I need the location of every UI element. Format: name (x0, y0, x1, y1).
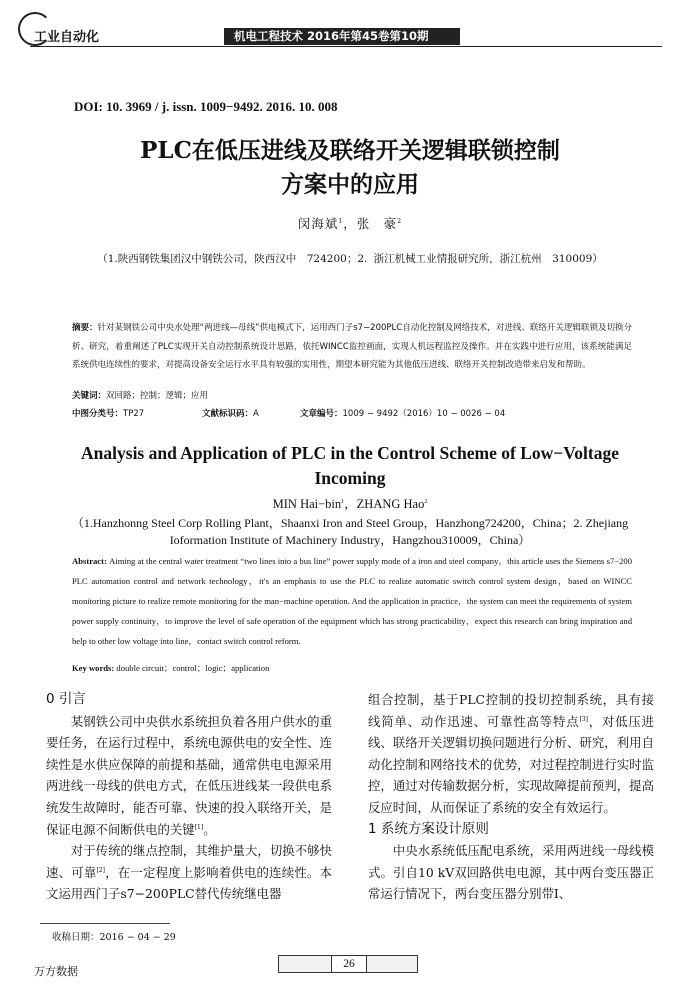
abstract-en-label: Abstract: (72, 556, 107, 566)
abstract-cn (72, 319, 632, 375)
keywords-en (72, 662, 269, 674)
clc-code: 中图分类号：TP27 (72, 409, 145, 419)
title-cn-line2: 方案中的应用 (281, 171, 419, 198)
author-cn-2: 张 豪 (356, 216, 398, 231)
body-paragraph-2-cont: 组合控制，基于PLC控制的投切控制系统，具有接线简单、动作迅速、可靠性高等特点[3]，对低压进线、联络开关逻辑切换问题进行分析、研究，利用自动化控制和网络技术的优势，对过程控制进行实时监控，通过对传输数据分析，实现故障提前预判，提高反应时间，从而保证了系统的安全有效运行。 (368, 692, 655, 815)
body-right-column (368, 689, 654, 905)
body-paragraph-3: 中央水系统低压配电系统，采用两进线一母线模式。引自10 kV双回路供电电源，其中两台变压器正常运行情况下，两台变压器分别带Ⅰ、 (368, 843, 654, 902)
body-paragraph-1: 某钢铁公司中央供水系统担负着各用户供水的重要任务，在运行过程中，系统电源供电的安全性、连续性是水供应保障的前提和基础，通常供电电源采用两进线一母线的供电方式，在低压进线某一段供电系统发生故障时，能否可靠、快速的投入联络开关，是保证电源不间断供电的关键[1]。 (46, 713, 332, 837)
footnote-rule (40, 923, 170, 924)
abstract-en-text: Aiming at the central water treatment “two lines into a bus line” power supply mode of a iron and steel company，this article uses the Siemens s7−200 PLC automation control and network technology，it′s an emphasis to use the PLC to realize automatic switch control system design，based on WINCC monitoring picture to realize remote monitoring for the man−machine operation. And the application in practice，the system can meet the requirements of system power supply continuity，to improve the level of safe operation of the equipment which has strong practicability，expect this research can bring inspiration and help to other low voltage into line，contact switch control reform. (72, 556, 633, 646)
author-cn-2-sup: 2 (397, 217, 403, 225)
keywords-cn-label: 关键词： (72, 391, 107, 401)
journal-banner: 机电工程技术 2016年第45卷第10期 (224, 28, 460, 45)
author-cn-sep: ， (343, 216, 357, 231)
citation-3: [3] (579, 715, 588, 723)
keywords-cn (72, 389, 208, 401)
author-cn-1-sup: 1 (338, 217, 344, 225)
page-number: 26 (331, 956, 367, 972)
page-number-box (278, 955, 418, 973)
wanfang-watermark: 万方数据 (34, 965, 78, 978)
affiliation-cn: （1.陕西钢铁集团汉中钢铁公司，陕西汉中 724200；2. 浙江机械工业情报研究所，浙江杭州 310009） (97, 253, 603, 265)
citation-2: [2] (96, 866, 105, 874)
title-cn-line1: PLC在低压进线及联络开关逻辑联锁控制 (140, 137, 560, 164)
author-en-sep: ， (344, 497, 357, 511)
article-number: 文章编号：1009 − 9492（2016）10 − 0026 − 04 (300, 409, 506, 419)
author-en-2-sup: 2 (424, 498, 428, 505)
body-left-column (46, 689, 332, 905)
title-en-line2: Incoming (314, 468, 386, 488)
abstract-en (72, 551, 632, 651)
body-paragraph-2: 对于传统的继点控制，其维护量大，切换不够快速、可靠[2]，在一定程度上影响着供电的连续性。本文运用西门子s7−200PLC替代传统继电器 (46, 843, 333, 902)
author-en-1-sup: 1 (341, 498, 345, 505)
authors-cn (0, 214, 700, 232)
author-en-2: ZHANG Hao (356, 497, 425, 511)
author-en-1: MIN Hai−bin (272, 497, 342, 511)
header-rule (30, 46, 662, 47)
affiliation-en-line1: （1.Hanzhonng Steel Corp Rolling Plant，Shaanxi Iron and Steel Group，Hanzhong724200，China；2. Zhejiang (71, 516, 629, 530)
doi: DOI: 10. 3969 / j. issn. 1009−9492. 2016. 10. 008 (74, 99, 338, 114)
keywords-en-label: Key words: (72, 663, 115, 673)
keywords-cn-text: 双回路；控制；逻辑；应用 (106, 391, 209, 401)
abstract-cn-text: 针对某钢铁公司中央水处理“两进线—母线”供电模式下，运用西门子s7−200PLC自动化控制及网络技术，对进线、联络开关逻辑联锁及切换分析、研究，着重阐述了PLC实现开关自动控制系统设计思路，依托WINCC监控画面，实现人机远程监控及操作。并在实践中进行应用，该系统能满足系统供电连续性的要求，对提高设备安全运行水平具有较强的实用性，期望本研究能为其他低压进线、联络开关控制改造带来启发和帮助。 (72, 323, 632, 370)
keywords-en-text: double circuit；control；logic；application (116, 663, 270, 673)
title-en-line1: Analysis and Application of PLC in the Control Scheme of Low−Voltage (81, 443, 619, 463)
abstract-cn-label: 摘要： (72, 323, 98, 333)
author-cn-1: 闵海斌 (297, 216, 339, 231)
doc-code: 文献标识码：A (202, 409, 259, 419)
citation-1: [1] (194, 823, 204, 831)
section-heading-1: 1 系统方案设计原则 (368, 820, 489, 837)
section-heading-intro: 0 引言 (46, 691, 86, 707)
affiliation-en-line2: Ioformation Institute of Machinery Industry，Hangzhou310009，China） (169, 533, 531, 547)
received-date: 收稿日期：2016 − 04 − 29 (52, 932, 176, 943)
section-label: 工业自动化 (34, 30, 100, 45)
authors-en (0, 494, 700, 512)
